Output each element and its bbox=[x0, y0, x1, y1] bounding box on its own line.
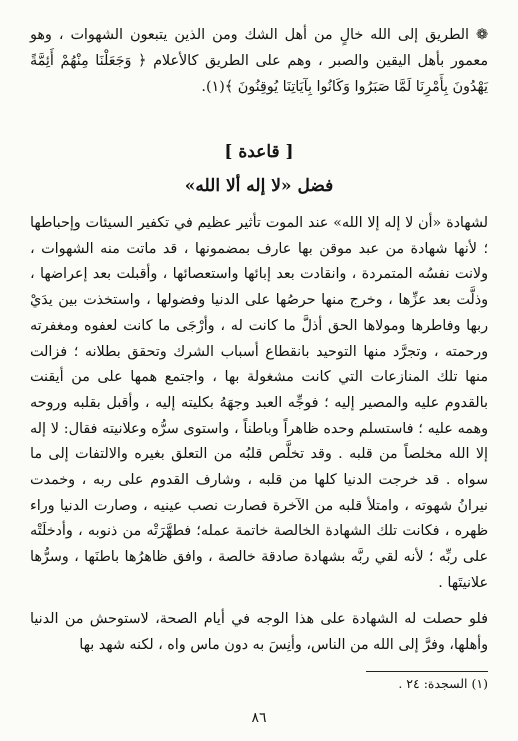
section-title: فضل «لا إله ألا الله» bbox=[184, 176, 334, 196]
rule-label: [ قاعدة ] bbox=[224, 142, 294, 162]
page-number: ٨٦ bbox=[251, 710, 267, 726]
footnote-separator bbox=[366, 671, 488, 672]
paragraph-main: لشهادة «أن لا إله إلا الله» عند الموت تأثير عظيم في تكفير السيئات وإحباطها ؛ لأنها شهادة من عبد موقن بها عارف بمضمونها ، قد ماتت منه الشهوات ، ولانت نفسُه المتمردة ، وانقادت بعد إبائها واستعصائها ، وأقبلت بعد إعراضها ، وذلَّت بعد عزِّها ، وخرج منها حرصُها على الدنيا وفضولها ، واستخذت بين يدَيْ ربها وفاطرها ومولاها الحق أذلَّ ما كانت له ، وأرْجَى ما كانت لعفوه ومغفرته ورحمته ، وتجرَّد منها التوحيد بانقطاع أسباب الشرك وتحقق بطلانه ؛ فزالت منها تلك المنازعات التي كانت مشغولة بها ، واجتمع همها على من أيقنت بالقدوم عليه والمصير إليه ؛ فوجِّه العبد وجهَهُ بكليته إليه ، وأقبل بقلبه وروحه وهمه عليه ؛ فاستسلم وحده ظاهراً وباطناً ، واستوى سرُّه وعلانيته فقال: لا إله إلا الله مخلصاً من قلبه . وقد تخلَّص قلبُه من التعلق بغيره والالتفات إلى ما سواه . قد خرجت الدنيا كلها من قلبه ، وشارف القدوم على ربه ، وخمدت نيرانُ شهوته ، وامتلأ قلبه من الآخرة فصارت نصب عينيه ، وصارت الدنيا وراء ظهره ، فكانت تلك الشهادة الخالصة خاتمة عمله؛ فطهَّرَتْه من ذنوبه ، وأدخلَتْه على ربِّه ؛ لأنه لقي ربَّه بشهادة صادقة خالصة ، وافق ظاهرُها باطنَها ، وسرُّها علانيتَها . bbox=[30, 215, 488, 591]
paragraph-intro: ❁ الطريق إلى الله خالٍ من أهل الشك ومن الذين يتبعون الشهوات ، وهو معمور بأهل اليقين والصبر ، وهم على الطريق كالأعلام ﴿ وَجَعَلْنَا مِنْهُمْ أَئِمَّةً يَهْدُونَ بِأَمْرِنَا لَمَّا صَبَرُوا وَكَانُوا بِآيَاتِنَا يُوقِنُونَ ﴾(١). bbox=[30, 27, 488, 95]
footnote: (١) السجدة: ٢٤ . bbox=[398, 676, 488, 691]
paragraph-continuation: فلو حصلت له الشهادة على هذا الوجه في أيام الصحة، لاستوحش من الدنيا وأهلها، وفرَّ إلى الله من الناس، وأنِسَ به دون ماس واه ، لكنه شهد بها bbox=[30, 611, 488, 653]
